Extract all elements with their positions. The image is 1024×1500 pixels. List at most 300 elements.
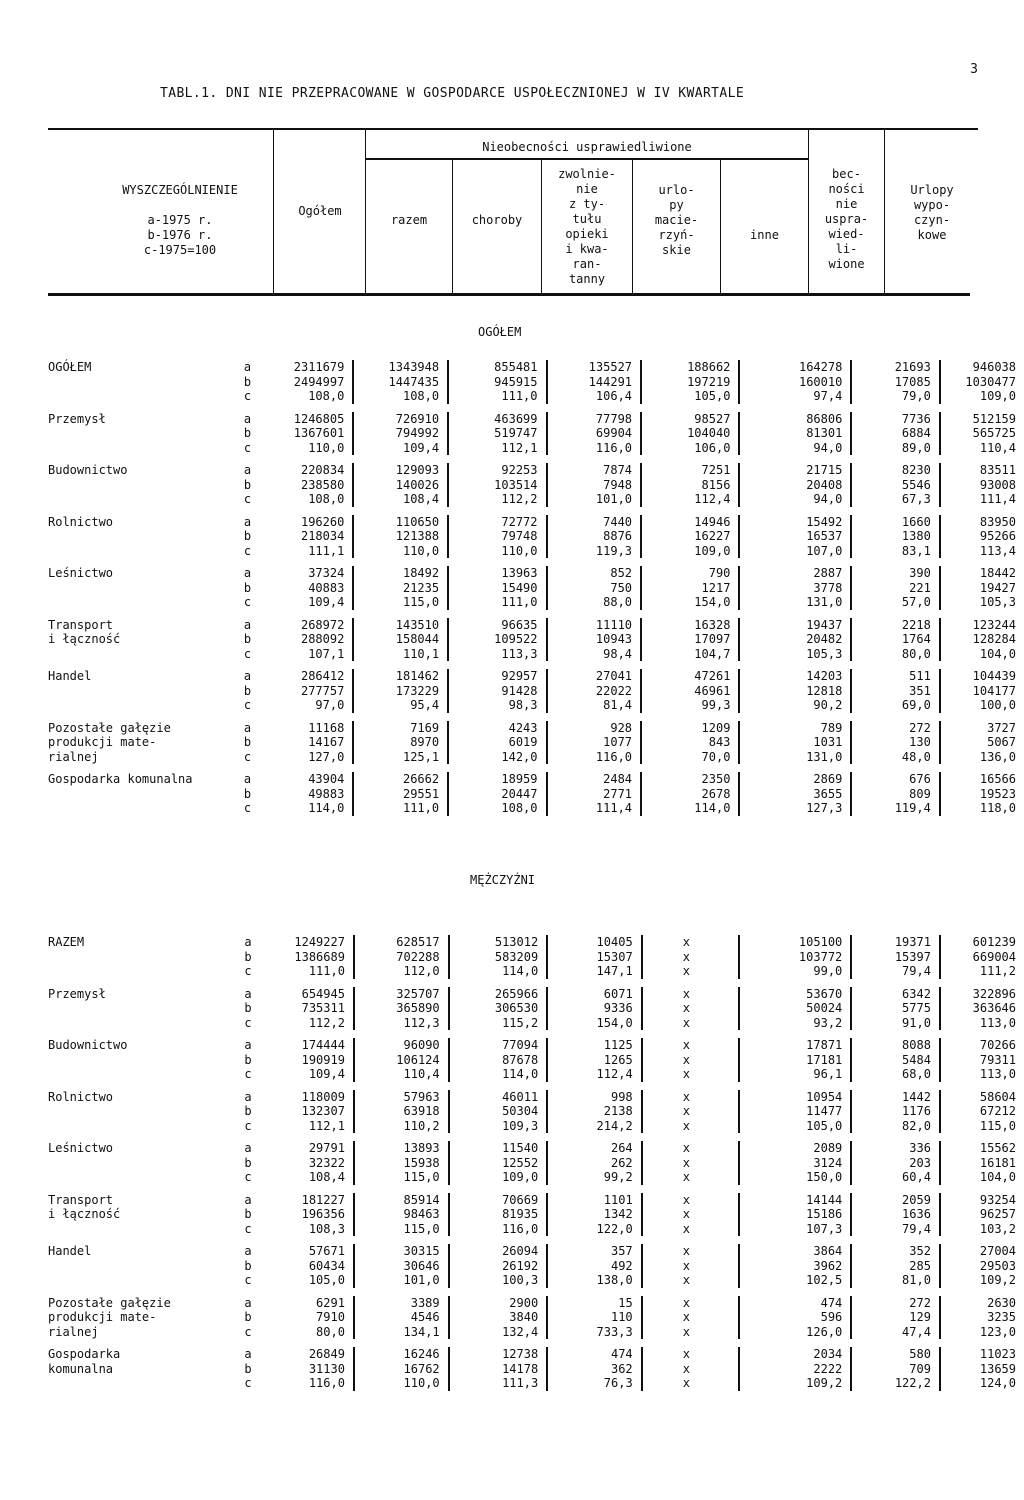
cell-value: 2678 [641, 787, 739, 802]
cell-value: 2218 [851, 618, 939, 633]
cell-value: 105,0 [641, 389, 739, 404]
table-row [48, 669, 1024, 684]
cell-value: x [642, 1325, 739, 1340]
cell-value: 8876 [547, 529, 642, 544]
cell-value: 112,1 [266, 1119, 354, 1134]
header-urlopy-wypoczynkowe: Urlopy wypo- czyn- kowe [910, 183, 954, 242]
cell-value: 118009 [266, 1090, 354, 1105]
cell-value: 10954 [739, 1090, 851, 1105]
cell-value: 109,4 [353, 441, 448, 456]
group-gap [48, 1082, 1024, 1090]
row-year-letter: b [244, 1001, 252, 1015]
cell-value: 138,0 [547, 1273, 641, 1288]
cell-value: 519747 [448, 426, 546, 441]
cell-value: 90,2 [739, 698, 851, 713]
group-gap [48, 1236, 1024, 1244]
cell-value: 130 [851, 735, 939, 750]
cell-value: 81,0 [851, 1273, 940, 1288]
cell-value: 2350 [641, 772, 739, 787]
cell-value: 20447 [448, 787, 546, 802]
cell-value: 5546 [851, 478, 939, 493]
cell-value: 1217 [641, 581, 739, 596]
cell-value: 123,0 [979, 1324, 1016, 1339]
cell-value: 1636 [851, 1207, 940, 1222]
group-gap [48, 610, 1024, 618]
cell-value: 92957 [448, 669, 546, 684]
cell-value: 2059 [851, 1193, 940, 1208]
cell-value: 160010 [739, 375, 851, 390]
cell-value: 113,3 [448, 647, 546, 662]
cell-value: 131,0 [739, 750, 851, 765]
cell-value: 265966 [449, 987, 548, 1002]
cell-value: 16227 [641, 529, 739, 544]
cell-value: 110,1 [353, 647, 448, 662]
cell-value: 112,0 [354, 964, 449, 979]
header-inne: inne [750, 228, 779, 242]
cell-value: 6019 [448, 735, 546, 750]
cell-value: 114,0 [265, 801, 353, 816]
cell-value: 726910 [353, 412, 448, 427]
cell-value: 101,0 [547, 492, 642, 507]
row-year-letter: b [243, 426, 252, 440]
row-year-letter: a [243, 411, 252, 426]
cell-value: 628517 [354, 935, 449, 950]
row-group-label: OGÓŁEM [48, 360, 92, 374]
header-choroby: choroby [471, 213, 523, 227]
cell-value: 181227 [266, 1193, 354, 1208]
cell-value: 11110 [547, 618, 642, 633]
cell-value: 998 [547, 1090, 641, 1105]
row-year-letter: b [243, 735, 252, 749]
table-row [48, 618, 1024, 633]
page-number: 3 [970, 62, 978, 77]
cell-value: 113,4 [979, 543, 1016, 558]
cell-value: 3389 [354, 1296, 449, 1311]
cell-value: 220834 [265, 463, 353, 478]
cell-value: 103,2 [979, 1221, 1016, 1236]
cell-value: 20482 [739, 632, 851, 647]
cell-value: 112,1 [448, 441, 546, 456]
cell-value: 106124 [354, 1053, 449, 1068]
cell-value: 81935 [449, 1207, 548, 1222]
cell-value: 46011 [449, 1090, 548, 1105]
cell-value: 15307 [547, 950, 641, 965]
cell-value: 29503 [979, 1258, 1016, 1273]
cell-value: 13893 [354, 1141, 449, 1156]
cell-value: 3778 [739, 581, 851, 596]
cell-value: 2034 [739, 1347, 851, 1362]
cell-value: 8156 [641, 478, 739, 493]
cell-value: 114,0 [641, 801, 739, 816]
cell-value: 32322 [266, 1156, 354, 1171]
cell-value: 111,0 [448, 595, 546, 610]
cell-value: 17181 [739, 1053, 851, 1068]
cell-value: x [642, 1244, 739, 1259]
cell-value: 30315 [354, 1244, 449, 1259]
cell-value: 13659 [979, 1361, 1016, 1376]
cell-value: 81301 [739, 426, 851, 441]
cell-value: 203 [851, 1156, 940, 1171]
row-year-letter: a [244, 1244, 252, 1258]
cell-value: x [642, 935, 739, 950]
row-year-letter: a [243, 360, 252, 374]
cell-value: 14167 [265, 735, 353, 750]
row-year-letter: c [244, 1067, 252, 1081]
cell-value: 109,4 [265, 595, 353, 610]
cell-value: 288092 [265, 632, 353, 647]
cell-value: 654945 [266, 987, 354, 1002]
cell-value: 109,2 [739, 1376, 851, 1391]
row-year-letter: b [244, 1104, 252, 1118]
cell-value: 110,0 [448, 544, 546, 559]
row-group-label: Budownictwo [48, 463, 128, 477]
cell-value: 105,0 [739, 1119, 851, 1134]
cell-value: 272 [851, 721, 939, 736]
cell-value: 946038 [972, 360, 1016, 374]
cell-value: 96257 [979, 1207, 1016, 1221]
header-sep-6 [720, 160, 721, 294]
row-group-label: Przemysł [48, 411, 106, 426]
table-row [48, 566, 1024, 581]
cell-value: 122,0 [547, 1222, 641, 1237]
cell-value: 131,0 [739, 595, 851, 610]
row-year-letter: a [244, 935, 252, 949]
cell-value: x [642, 1038, 739, 1053]
row-group-label: Transport i łączność [48, 617, 121, 646]
table-row [48, 987, 1024, 1002]
table-total [48, 360, 1024, 816]
cell-value: 116,0 [547, 750, 642, 765]
cell-value: 80,0 [851, 647, 939, 662]
cell-value: 8088 [851, 1038, 940, 1053]
cell-value: 107,3 [739, 1222, 851, 1237]
cell-value: 174444 [266, 1038, 354, 1053]
cell-value: 390 [851, 566, 939, 581]
table-row [48, 1193, 1024, 1208]
row-year-letter: a [244, 1089, 252, 1104]
row-year-letter: c [243, 543, 252, 558]
row-year-letter: c [244, 964, 252, 978]
cell-value: 99,3 [641, 698, 739, 713]
row-year-letter: b [243, 632, 252, 646]
row-year-letter: a [243, 463, 252, 477]
cell-value: 13963 [448, 566, 546, 581]
cell-value: 82,0 [851, 1119, 940, 1134]
cell-value: 221 [851, 581, 939, 596]
cell-value: 67,3 [851, 492, 939, 507]
cell-value: 104040 [641, 426, 739, 441]
cell-value: 238580 [265, 478, 353, 493]
group-underline [365, 158, 808, 160]
cell-value: 30646 [354, 1259, 449, 1274]
cell-value: 111,4 [547, 801, 642, 816]
cell-value: 15492 [739, 515, 851, 530]
cell-value: 1030477 [965, 374, 1016, 389]
cell-value: 57,0 [851, 595, 939, 610]
cell-value: 218034 [265, 529, 353, 544]
group-gap [48, 1030, 1024, 1038]
cell-value: 262 [547, 1156, 641, 1171]
cell-value: x [642, 1273, 739, 1288]
cell-value: 109,0 [449, 1170, 548, 1185]
cell-value: 68,0 [851, 1067, 940, 1082]
cell-value: 1442 [851, 1090, 940, 1105]
table-row [48, 935, 1024, 950]
table-row [48, 772, 1024, 787]
cell-value: x [642, 1296, 739, 1311]
cell-value: 109,0 [641, 544, 739, 559]
cell-value: 336 [851, 1141, 940, 1156]
row-group-label: Budownictwo [48, 1038, 128, 1052]
cell-value: 474 [547, 1347, 641, 1362]
cell-value: 110,4 [354, 1067, 449, 1082]
cell-value: 72772 [448, 515, 546, 530]
cell-value: 794992 [353, 426, 448, 441]
cell-value: 108,4 [266, 1170, 354, 1185]
cell-value: 115,0 [354, 1170, 449, 1185]
group-gap [48, 558, 1024, 566]
cell-value: 108,0 [265, 389, 353, 404]
row-year-letter: c [243, 595, 252, 609]
cell-value: 98,3 [448, 698, 546, 713]
cell-value: 129 [851, 1310, 940, 1325]
cell-value: 2869 [739, 772, 851, 787]
cell-value: x [642, 1016, 739, 1031]
cell-value: 50304 [449, 1104, 548, 1119]
row-year-letter: a [244, 1141, 252, 1155]
header-group: Nieobecności usprawiedliwione [482, 140, 692, 154]
cell-value: 164278 [739, 360, 851, 375]
row-year-letter: b [243, 683, 252, 698]
cell-value: 1367601 [265, 426, 353, 441]
cell-value: 109,4 [266, 1067, 354, 1082]
cell-value: 127,3 [739, 801, 851, 816]
group-gap [48, 1288, 1024, 1296]
cell-value: 119,3 [547, 544, 642, 559]
row-year-letter: b [244, 1207, 252, 1221]
cell-value: 14178 [449, 1362, 548, 1377]
cell-value: 110,0 [265, 441, 353, 456]
table-men [48, 935, 1024, 1391]
cell-value: 89,0 [851, 441, 939, 456]
cell-value: 111,4 [979, 492, 1016, 506]
cell-value: 702288 [354, 950, 449, 965]
cell-value: x [642, 1090, 739, 1105]
cell-value: 21715 [739, 463, 851, 478]
cell-value: x [642, 1193, 739, 1208]
cell-value: 77798 [547, 412, 642, 427]
cell-value: 173229 [353, 684, 448, 699]
cell-value: 277757 [265, 684, 353, 699]
cell-value: 809 [851, 787, 939, 802]
cell-value: 1077 [547, 735, 642, 750]
cell-value: 111,3 [449, 1376, 548, 1391]
group-gap [48, 1133, 1024, 1141]
row-year-letter: a [244, 1192, 252, 1207]
cell-value: 3840 [449, 1310, 548, 1325]
cell-value: 111,2 [979, 964, 1016, 978]
table-row [48, 1141, 1024, 1156]
row-year-letter: c [244, 1015, 252, 1030]
cell-value: 111,1 [265, 544, 353, 559]
cell-value: 322896 [972, 986, 1016, 1001]
cell-value: 106,4 [547, 389, 642, 404]
cell-value: 12818 [739, 684, 851, 699]
cell-value: 27041 [547, 669, 642, 684]
row-year-letter: c [244, 1118, 252, 1133]
cell-value: 676 [851, 772, 939, 787]
cell-value: 110,4 [979, 440, 1016, 455]
header-nieusprawiedliwione: bec- ności nie uspra- wied- li- wione [824, 167, 869, 271]
row-year-letter: b [244, 1310, 252, 1324]
row-year-letter: b [244, 1361, 252, 1376]
cell-value: 669004 [972, 949, 1016, 964]
cell-value: 110,2 [354, 1119, 449, 1134]
cell-value: 108,4 [353, 492, 448, 507]
cell-value: 110 [547, 1310, 641, 1325]
cell-value: 1249227 [266, 935, 354, 950]
cell-value: 14946 [641, 515, 739, 530]
cell-value: 1660 [851, 515, 939, 530]
cell-value: 7169 [353, 721, 448, 736]
cell-value: 114,0 [449, 964, 548, 979]
cell-value: 1176 [851, 1104, 940, 1119]
cell-value: 143510 [353, 618, 448, 633]
cell-value: 511 [851, 669, 939, 684]
cell-value: 107,1 [265, 647, 353, 662]
row-year-letter: c [243, 749, 252, 764]
cell-value: 37324 [265, 566, 353, 581]
table-row [48, 412, 1024, 427]
cell-value: 96090 [354, 1038, 449, 1053]
cell-value: 18492 [353, 566, 448, 581]
cell-value: 83,1 [851, 544, 939, 559]
cell-value: 351 [851, 684, 939, 699]
cell-value: 144291 [547, 375, 642, 390]
cell-value: 2484 [547, 772, 642, 787]
cell-value: 83511 [979, 463, 1016, 477]
header-sep-4 [541, 160, 542, 294]
cell-value: 352 [851, 1244, 940, 1259]
cell-value: 69904 [547, 426, 642, 441]
cell-value: 93,2 [739, 1016, 851, 1031]
cell-value: 188662 [641, 360, 739, 375]
group-gap [48, 713, 1024, 721]
cell-value: 48,0 [851, 750, 939, 765]
cell-value: 596 [739, 1310, 851, 1325]
table-row [48, 360, 1024, 375]
cell-value: 15562 [979, 1141, 1016, 1155]
row-group-label: Handel [48, 1244, 92, 1258]
cell-value: 26094 [449, 1244, 548, 1259]
cell-value: 29791 [266, 1141, 354, 1156]
cell-value: 4546 [354, 1310, 449, 1325]
cell-value: 709 [851, 1362, 940, 1377]
cell-value: 69,0 [851, 698, 939, 713]
cell-value: 601239 [972, 935, 1016, 949]
cell-value: 7251 [641, 463, 739, 478]
cell-value: 1764 [851, 632, 939, 647]
cell-value: x [642, 1207, 739, 1222]
cell-value: 11477 [739, 1104, 851, 1119]
cell-value: 110,0 [354, 1376, 449, 1391]
cell-value: 790 [641, 566, 739, 581]
cell-value: 104,0 [979, 646, 1016, 661]
cell-value: 150,0 [739, 1170, 851, 1185]
cell-value: 129093 [353, 463, 448, 478]
group-gap [48, 764, 1024, 772]
row-year-letter: c [244, 1324, 252, 1339]
cell-value: 58604 [979, 1089, 1016, 1104]
cell-value: 325707 [354, 987, 449, 1002]
cell-value: 1343948 [353, 360, 448, 375]
cell-value: 16328 [641, 618, 739, 633]
cell-value: 67212 [979, 1104, 1016, 1118]
cell-value: 21693 [851, 360, 939, 375]
cell-value: 104,0 [979, 1170, 1016, 1184]
cell-value: x [642, 1376, 739, 1391]
cell-value: 9336 [547, 1001, 641, 1016]
cell-value: 16762 [354, 1362, 449, 1377]
cell-value: 20408 [739, 478, 851, 493]
table-row [48, 1347, 1024, 1362]
cell-value: 190919 [266, 1053, 354, 1068]
cell-value: 2887 [739, 566, 851, 581]
cell-value: 132,4 [449, 1325, 548, 1340]
cell-value: 158044 [353, 632, 448, 647]
group-gap [48, 661, 1024, 669]
section-heading-total: OGÓŁEM [478, 325, 522, 339]
row-group-label: Przemysł [48, 986, 106, 1001]
row-year-letter: c [243, 646, 252, 661]
cell-value: 112,4 [547, 1067, 641, 1082]
row-year-letter: b [244, 949, 252, 964]
cell-value: x [642, 1259, 739, 1274]
cell-value: 108,3 [266, 1222, 354, 1237]
row-year-letter: a [244, 1038, 252, 1052]
cell-value: 17085 [851, 375, 939, 390]
cell-value: x [642, 1001, 739, 1016]
cell-value: 19437 [739, 618, 851, 633]
cell-value: 97,4 [739, 389, 851, 404]
cell-value: 113,0 [979, 1015, 1016, 1030]
cell-value: 2630 [987, 1295, 1016, 1310]
cell-value: 134,1 [354, 1325, 449, 1340]
cell-value: 94,0 [739, 492, 851, 507]
cell-value: 94,0 [739, 441, 851, 456]
cell-value: x [642, 1310, 739, 1325]
cell-value: 47261 [641, 669, 739, 684]
header-sep-8 [884, 130, 885, 294]
cell-value: 286412 [265, 669, 353, 684]
cell-value: 113,0 [979, 1067, 1016, 1081]
cell-value: 19427 [979, 580, 1016, 595]
cell-value: 8970 [353, 735, 448, 750]
cell-value: 928 [547, 721, 642, 736]
cell-value: 127,0 [265, 750, 353, 765]
cell-value: 92253 [448, 463, 546, 478]
cell-value: 99,0 [739, 964, 851, 979]
cell-value: 11540 [449, 1141, 548, 1156]
row-year-letter: b [244, 1258, 252, 1273]
group-gap [48, 979, 1024, 987]
cell-value: 19523 [979, 786, 1016, 801]
cell-value: 855481 [448, 360, 546, 375]
cell-value: 102,5 [739, 1273, 851, 1288]
cell-value: 86806 [739, 412, 851, 427]
cell-value: 88,0 [547, 595, 642, 610]
header-urlopy-macierzynskie: urlo- py macie- rzyń- skie [654, 183, 699, 257]
